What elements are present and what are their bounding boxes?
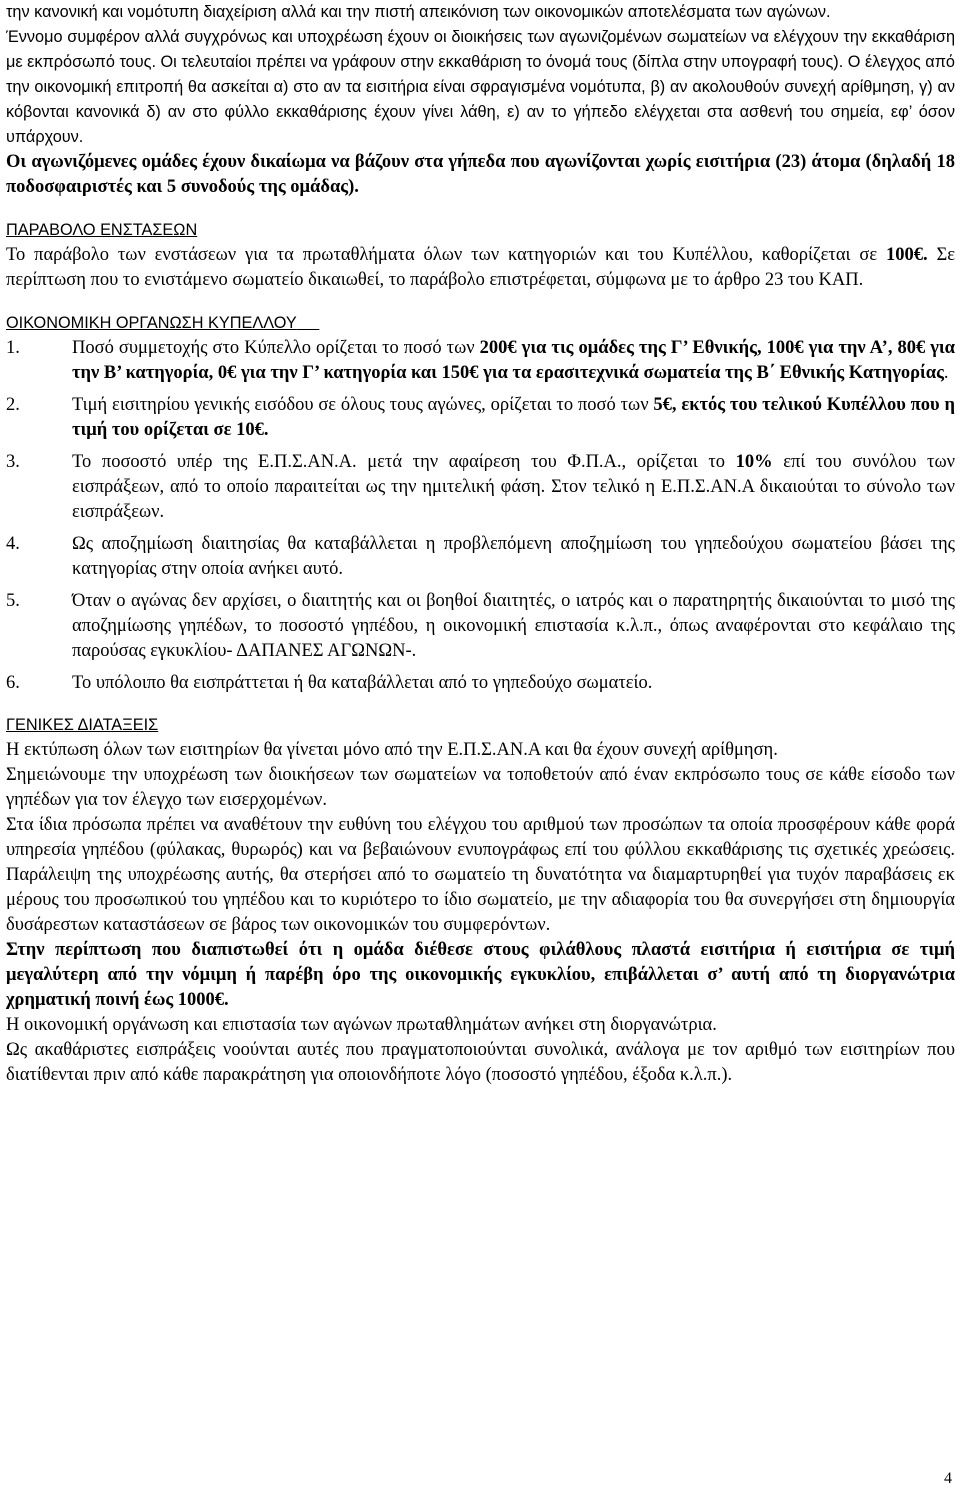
cup-item-text: Όταν ο αγώνας δεν αρχίσει, ο διαιτητής και οι βοηθοί διαιτητές, ο ιατρός και ο παρατηρητής δικαιούνται το μισό της αποζημίωσης γηπέδων, το ποσοστό γηπέδου, η οικονομική επιστασία κ.λ.π., όπως αναφέρονται στο κεφάλαιο της παρούσας εγκυκλίου- ΔΑΠΑΝΕΣ ΑΓΩΝΩΝ-. (72, 591, 955, 661)
appeals-paragraph (6, 243, 955, 293)
general-paragraph-5: Η οικονομική οργάνωση και επιστασία των αγώνων πρωταθλημάτων ανήκει στη διοργανώτρια. (6, 1015, 717, 1035)
appeals-text-a: Το παράβολο των ενστάσεων για τα πρωταθλήματα όλων των κατηγοριών και του Κυπέλλου, καθορίζεται σε (6, 245, 886, 265)
cup-item-5 (6, 589, 955, 664)
general-paragraph-1: Η εκτύπωση όλων των εισιτηρίων θα γίνεται μόνο από την Ε.Π.Σ.ΑΝ.Α και θα έχουν συνεχή αρίθμηση. (6, 740, 778, 760)
general-paragraph-6: Ως ακαθάριστες εισπράξεις νοούνται αυτές που πραγματοποιούνται συνολικά, ανάλογα με τον αριθμό των εισιτηρίων που διατίθενται πριν από κάθε παρακράτηση για οποιονδήποτε λόγο (ποσοστό γηπέδου, έξοδα κ.λ.π.). (6, 1040, 955, 1085)
cup-item-text: Το υπόλοιπο θα εισπράττεται ή θα καταβάλλεται από το γηπεδούχο σωματείο. (72, 673, 653, 693)
cup-item-text: . (943, 363, 949, 383)
cup-item-text: επί του συνόλου των εισπράξεων, από το οποίο παραιτείται ως την ημιτελική φάση. Στον τελικό η Ε.Π.Σ.ΑΝ.Α δικαιούται το σύνολο των εισπράξεων. (72, 452, 955, 522)
cup-heading (6, 311, 955, 336)
appeals-heading: ΠΑΡΑΒΟΛΟ ΕΝΣΤΑΣΕΩΝ (6, 221, 198, 239)
cup-item-text: Το ποσοστό υπέρ της Ε.Π.Σ.ΑΝ.Α. μετά την αφαίρεση του Φ.Π.Α., ορίζεται το (72, 452, 736, 472)
cup-item-text: Τιμή εισιτηρίου γενικής εισόδου σε όλους τους αγώνες, ορίζεται το ποσό των (72, 395, 654, 415)
cup-item-6 (6, 671, 955, 696)
cup-item-number: 4. (6, 534, 20, 554)
cup-item-number: 1. (6, 338, 20, 358)
page-number: 4 (944, 1470, 952, 1487)
appeals-fee: 100€. (885, 245, 928, 265)
intro-paragraph-1: την κανονική και νομότυπη διαχείριση αλλά και την πιστή απεικόνιση των οικονομικών αποτελέσματα των αγώνων. (6, 3, 831, 21)
cup-item-2 (6, 393, 955, 443)
spacer (6, 200, 955, 218)
intro-paragraph-3: Οι αγωνιζόμενες ομάδες έχουν δικαίωμα να βάζουν στα γήπεδα που αγωνίζονται χωρίς εισιτήρια (23) άτομα (δηλαδή 18 ποδοσφαιριστές και 5 συνοδούς της ομάδας). (6, 152, 955, 197)
general-paragraph-2: Σημειώνουμε την υποχρέωση των διοικήσεων των σωματείων να τοποθετούν από έναν εκπρόσωπο τους σε κάθε είσοδο των γηπέδων για τον έλεγχο των εισερχομένων. (6, 765, 955, 810)
cup-item-number: 3. (6, 452, 20, 472)
spacer (6, 703, 955, 713)
cup-item-bold: 10% (735, 452, 773, 472)
cup-item-3 (6, 450, 955, 525)
cup-item-bold: 200€ για τις ομάδες της Γ’ Εθνικής, 100€ για την Α’, 80€ για την Β’ κατηγορία, 0€ για την Γ’ κατηγορία και 150€ για τα ερασιτεχνικά σωματεία της Β΄ Εθνικής Κατηγορίας (72, 338, 955, 383)
cup-heading-text: ΟΙΚΟΝΟΜΙΚΗ ΟΡΓΑΝΩΣΗ ΚΥΠΕΛΛΟΥ (6, 314, 297, 332)
document-page (6, 0, 955, 1088)
spacer (6, 293, 955, 311)
general-paragraph-3: Στα ίδια πρόσωπα πρέπει να αναθέτουν την ευθύνη του ελέγχου του αριθμού των προσώπων τα οποία προσφέρουν κάθε φορά υπηρεσία γηπέδου (φύλακας, θυρωρός) και να βεβαιώνουν ενυπογράφως επί του φύλλου εκκαθάρισης τις σχετικές χρεώσεις. Παράλειψη της υποχρέωσης αυτής, θα στερήσει από το σωματείο τη δυνατότητα να διαμαρτυρηθεί για τυχόν παραβάσεις εκ μέρους του προσωπικού του γηπέδου και το κυριότερο το ίδιο σωματείο, με την αδιαφορία του θα συνεργήσει στη δημιουργία δυσάρεστων καταστάσεων σε βάρος των οικονομικών του συμφερόντων. (6, 815, 955, 935)
general-paragraph-4: Στην περίπτωση που διαπιστωθεί ότι η ομάδα διέθεσε στους φιλάθλους πλαστά εισιτήρια ή εισιτήρια σε τιμή μεγαλύτερη από την νόμιμη ή παρέβη όρο της οικονομικής εγκυκλίου, επιβάλλεται σ’ αυτή από τη διοργανώτρια χρηματική ποινή έως 1000€. (6, 940, 955, 1010)
cup-item-number: 5. (6, 591, 20, 611)
intro-paragraph-2: Έννομο συμφέρον αλλά συγχρόνως και υποχρέωση έχουν οι διοικήσεις των αγωνιζομένων σωματείων να ελέγχουν την εκκαθάριση με εκπρόσωπό τους. Οι τελευταίοι πρέπει να γράφουν στην εκκαθάριση το όνομά τους (δίπλα στην υπογραφή τους). Ο έλεγχος από την οικονομική επιτροπή θα ασκείται α) στο αν τα εισιτήρια είναι σφραγισμένα νομότυπα, β) αν ακολουθούν συνεχή αρίθμηση, γ) αν κόβονται κανονικά δ) αν στο φύλλο εκκαθάρισης έχουν γίνει λάθη, ε) αν το γήπεδο ελέγχεται στα ασθενή του σημεία, εφ’ όσον υπάρχουν. (6, 28, 955, 146)
cup-list (6, 336, 955, 696)
cup-item-text: Ως αποζημίωση διαιτησίας θα καταβάλλεται η προβλεπόμενη αποζημίωση του γηπεδούχου σωματείου βάσει της κατηγορίας στην οποία ανήκει αυτό. (72, 534, 955, 579)
cup-item-1 (6, 336, 955, 386)
cup-item-number: 2. (6, 395, 20, 415)
cup-item-4 (6, 532, 955, 582)
cup-item-text: Ποσό συμμετοχής στο Κύπελλο ορίζεται το ποσό των (72, 338, 480, 358)
appeals-text-b: Σε περίπτωση που το ενιστάμενο σωματείο δικαιωθεί, το παράβολο επιστρέφεται, σύμφωνα με το άρθρο 23 του ΚΑΠ. (6, 245, 955, 290)
cup-item-number: 6. (6, 673, 20, 693)
cup-item-bold: 5€, εκτός του τελικού Κυπέλλου που η τιμή του ορίζεται σε 10€. (72, 395, 955, 440)
general-heading: ΓΕΝΙΚΕΣ ΔΙΑΤΑΞΕΙΣ (6, 716, 159, 734)
